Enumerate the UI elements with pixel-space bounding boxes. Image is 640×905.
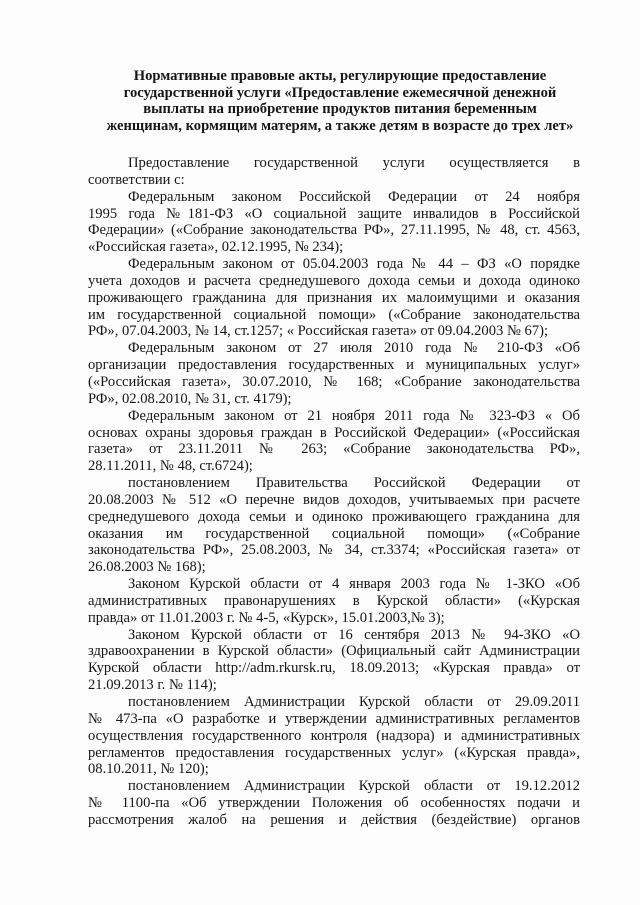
- paragraph-line: № 473-па «О разработке и утверждении административных регламентов: [88, 710, 580, 727]
- paragraph-line: проживающего гражданина для признания их малоимущими и оказания: [88, 289, 580, 306]
- paragraph-line: Федеральным законом от 27 июля 2010 года № 210-ФЗ «Об: [128, 340, 580, 357]
- paragraph-line: Законом Курской области от 4 января 2003 года № 1-ЗКО «Об: [128, 576, 580, 593]
- paragraph-line: Законом Курской области от 16 сентября 2013 № 94-ЗКО «О: [128, 626, 580, 643]
- title-line: выплаты на приобретение продуктов питания беременным: [143, 101, 537, 118]
- paragraph-line: РФ», 02.08.2010, № 31, ст. 4179);: [88, 390, 292, 407]
- paragraph-line: учета доходов и расчета среднедушевого дохода семьи и дохода одиноко: [88, 272, 580, 289]
- paragraph-line: основах охраны здоровья граждан в Российской Федерации» («Российская: [88, 424, 580, 441]
- paragraph-line: 28.11.2011, № 48, ст.6724);: [88, 458, 253, 475]
- paragraph-line: Предоставление государственной услуги осуществляется в: [128, 155, 580, 171]
- paragraph-line: законодательства РФ», 25.08.2003, № 34, ст.3374; «Российская газета» от: [88, 542, 580, 559]
- document-paragraph: [88, 256, 580, 340]
- paragraph-line: Федеральным законом Российской Федерации от 24 ноября: [128, 188, 580, 205]
- paragraph-line: «Российская газета», 02.12.1995, № 234);: [88, 239, 344, 256]
- paragraph-line: Курской области http://adm.rkursk.ru, 18.09.2013; «Курская правда» от: [88, 660, 580, 677]
- paragraph-line: постановлением Администрации Курской области от 29.09.2011: [128, 694, 580, 710]
- document-paragraph: [88, 408, 580, 475]
- paragraph-line: постановлением Администрации Курской области от 19.12.2012: [128, 778, 580, 795]
- paragraph-line: («Российская газета», 30.07.2010, № 168; «Собрание законодательства: [88, 373, 580, 390]
- document-paragraph: [88, 778, 580, 829]
- paragraph-line: № 1100-па «Об утверждении Положения об особенностях подачи и: [88, 795, 580, 812]
- paragraph-line: газета» от 23.11.2011 № 263; «Собрание законодательства РФ»,: [88, 441, 580, 458]
- paragraph-line: правда» от 11.01.2003 г. № 4-5, «Курск», 15.01.2003,№ 3);: [88, 609, 445, 626]
- paragraph-line: среднедушевого дохода семьи и одиноко проживающего гражданина для: [88, 508, 580, 525]
- document-paragraph: [88, 340, 580, 407]
- document-paragraph: [88, 189, 580, 256]
- document-paragraph: [88, 627, 580, 694]
- paragraph-line: административных правонарушениях в Курской области» («Курская: [88, 592, 580, 609]
- paragraph-line: 08.10.2011, № 120);: [88, 761, 209, 778]
- paragraph-line: рассмотрения жалоб на решения и действия (бездействие) органов: [88, 811, 580, 828]
- title-line: Нормативные правовые акты, регулирующие предоставление: [133, 68, 547, 84]
- title-line: женщинам, кормящим матерям, а также детям в возрасте до трех лет»: [106, 117, 574, 134]
- paragraph-line: 1995 года №181-ФЗ «О социальной защите инвалидов в Российской: [88, 205, 580, 222]
- document-paragraph: [88, 694, 580, 778]
- paragraph-line: Федерации» («Собрание законодательства РФ», 27.11.1995, № 48, ст. 4563,: [88, 222, 580, 239]
- paragraph-line: Федеральным законом от 05.04.2003 года № 44 – ФЗ «О порядке: [128, 256, 580, 273]
- document-body: [88, 155, 580, 829]
- paragraph-line: 21.09.2013 г. № 114);: [88, 677, 217, 694]
- paragraph-line: осуществления государственного контроля (надзора) и административных: [88, 727, 580, 744]
- paragraph-line: им государственной социальной помощи» («Собрание законодательства: [88, 306, 580, 323]
- title-line: государственной услуги «Предоставление ежемесячной денежной: [123, 84, 557, 101]
- document-title: [100, 68, 580, 134]
- document-paragraph: [88, 576, 580, 627]
- paragraph-line: 26.08.2003 № 168);: [88, 559, 206, 576]
- paragraph-line: постановлением Правительства Российской Федерации от: [128, 475, 580, 492]
- document-paragraph: [88, 155, 580, 189]
- paragraph-line: здравоохранении в Курской области» (Официальный сайт Администрации: [88, 643, 580, 660]
- paragraph-line: РФ», 07.04.2003, № 14, ст.1257; « Российская газета» от 09.04.2003 № 67);: [88, 323, 549, 340]
- paragraph-line: регламентов предоставления государственных услуг» («Курская правда»,: [88, 744, 580, 761]
- paragraph-line: оказания им государственной социальной помощи» («Собрание: [88, 525, 580, 542]
- paragraph-line: соответствии с:: [88, 171, 185, 188]
- document-paragraph: [88, 475, 580, 576]
- paragraph-line: организации предоставления государственных и муниципальных услуг»: [88, 357, 580, 374]
- paragraph-line: Федеральным законом от 21 ноября 2011 года № 323-ФЗ « Об: [128, 407, 580, 424]
- paragraph-line: 20.08.2003 № 512 «О перечне видов доходов, учитываемых при расчете: [88, 491, 580, 508]
